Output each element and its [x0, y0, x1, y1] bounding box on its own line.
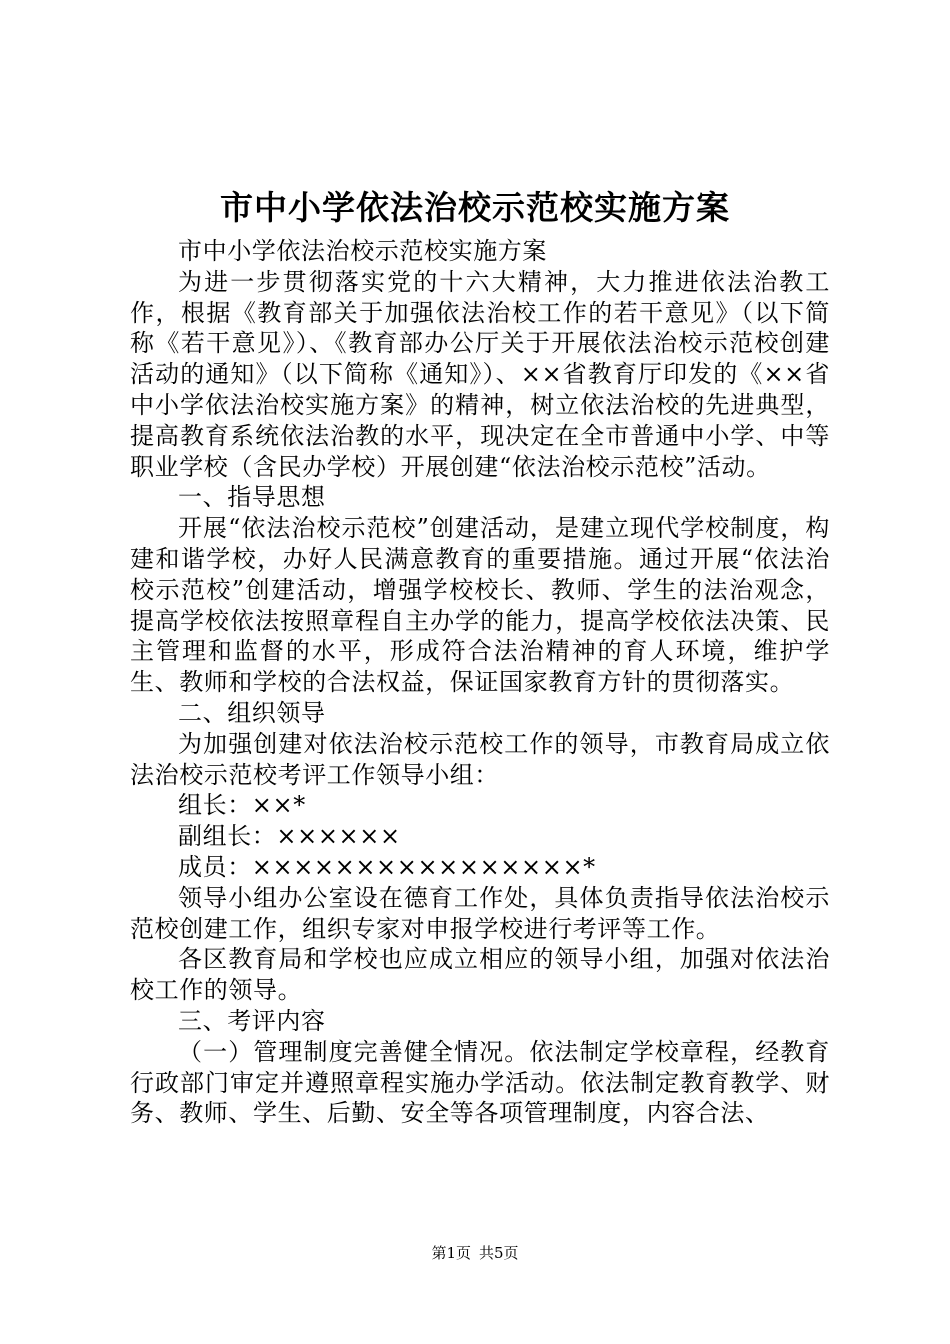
section-heading-guiding-ideology: 一、指导思想	[178, 483, 326, 512]
paragraph-district-groups: 各区教育局和学校也应成立相应的领导小组，加强对依法治校工作的领导。	[130, 945, 830, 1005]
paragraph-members: 成员：××××××××××××××××*	[178, 852, 596, 881]
paragraph-evaluation-item-1: （一）管理制度完善健全情况。依法制定学校章程，经教育行政部门审定并遵照章程实施办学活动。依法制定教育教学、财务、教师、学生、后勤、安全等各项管理制度，内容合法、	[130, 1037, 830, 1128]
paragraph-intro: 为进一步贯彻落实党的十六大精神，大力推进依法治教工作，根据《教育部关于加强依法治校工作的若干意见》（以下简称《若干意见》）、《教育部办公厅关于开展依法治校示范校创建活动的通知》（以下简称《通知》）、××省教育厅印发的《××省中小学依法治校实施方案》的精神，树立依法治校的先进典型，提高教育系统依法治教的水平，现决定在全市普通中小学、中等职业学校（含民办学校）开展创建“依法治校示范校”活动。	[130, 267, 830, 481]
page-number-current: 第1页	[431, 1244, 471, 1262]
paragraph-office: 领导小组办公室设在德育工作处，具体负责指导依法治校示范校创建工作，组织专家对申报学校进行考评等工作。	[130, 883, 830, 943]
document-body	[130, 236, 830, 1129]
paragraph-team-leader: 组长：××*	[178, 791, 306, 820]
paragraph-organization: 为加强创建对依法治校示范校工作的领导，市教育局成立依法治校示范校考评工作领导小组：	[130, 729, 830, 789]
paragraph-guiding-ideology: 开展“依法治校示范校”创建活动，是建立现代学校制度，构建和谐学校，办好人民满意教育的重要措施。通过开展“依法治校示范校”创建活动，增强学校校长、教师、学生的法治观念，提高学校依法按照章程自主办学的能力，提高学校依法决策、民主管理和监督的水平，形成符合法治精神的育人环境，维护学生、教师和学校的合法权益，保证国家教育方针的贯彻落实。	[130, 514, 830, 697]
document-title: 市中小学依法治校示范校实施方案	[220, 188, 730, 227]
section-heading-evaluation: 三、考评内容	[178, 1006, 326, 1035]
paragraph-deputy-leader: 副组长：××××××	[178, 822, 401, 851]
page-footer	[0, 1242, 950, 1264]
section-heading-organization: 二、组织领导	[178, 698, 326, 727]
paragraph-subtitle: 市中小学依法治校示范校实施方案	[178, 237, 547, 265]
page-number-total: 共5页	[479, 1244, 519, 1262]
